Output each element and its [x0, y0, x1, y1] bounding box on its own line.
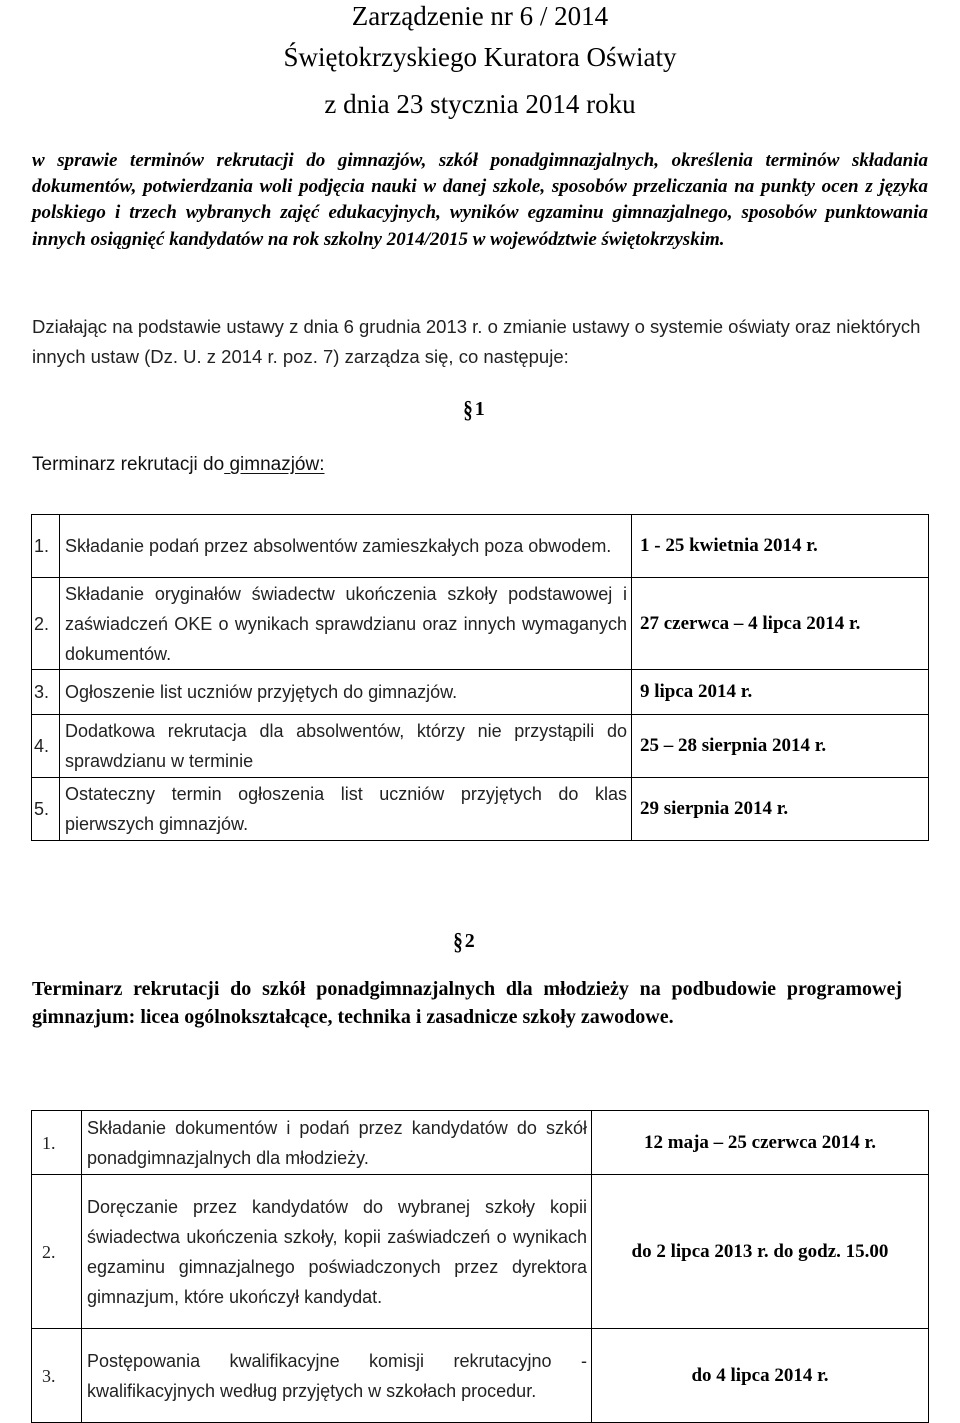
date-line: z dnia 23 stycznia 2014 roku [324, 89, 636, 119]
row-description: Ostateczny termin ogłoszenia list uczniów przyjętych do klas pierwszych gimnazjów. [60, 778, 632, 841]
table-row [32, 515, 929, 578]
row-date: do 2 lipca 2013 r. do godz. 15.00 [592, 1175, 929, 1329]
row-description: Postępowania kwalifikacyjne komisji rekrutacyjno - kwalifikacyjnych według przyjętych w szkołach procedur. [82, 1329, 592, 1423]
row-description: Dodatkowa rekrutacja dla absolwentów, którzy nie przystąpili do sprawdzianu w terminie [60, 715, 632, 778]
ponadgimnazjalne-schedule-table [31, 1110, 929, 1423]
row-date: 29 sierpnia 2014 r. [632, 778, 929, 841]
section-sign-icon: § [453, 929, 463, 956]
row-date: 9 lipca 2014 r. [632, 670, 929, 715]
row-number: 1. [32, 1111, 82, 1175]
gimnazjum-schedule-table [31, 514, 929, 841]
row-number: 1. [32, 515, 60, 578]
row-date: 27 czerwca – 4 lipca 2014 r. [632, 578, 929, 670]
table-row [32, 715, 929, 778]
legal-basis-paragraph: Działając na podstawie ustawy z dnia 6 grudnia 2013 r. o zmianie ustawy o systemie oświaty oraz niektórych innych ustaw (Dz. U. z 2014 r. poz. 7) zarządza się, co następuje: [32, 316, 921, 367]
row-date: 25 – 28 sierpnia 2014 r. [632, 715, 929, 778]
row-number: 4. [32, 715, 60, 778]
section-1-heading-underlined: gimnazjów: [224, 454, 325, 475]
section-1-heading-text: Terminarz rekrutacji do [32, 454, 225, 475]
row-description: Składanie dokumentów i podań przez kandydatów do szkół ponadgimnazjalnych dla młodzieży. [82, 1111, 592, 1175]
row-date: 12 maja – 25 czerwca 2014 r. [592, 1111, 929, 1175]
table-row [32, 1175, 929, 1329]
section-2-number: 2 [464, 930, 475, 952]
row-number: 3. [32, 1329, 82, 1423]
row-description: Doręczanie przez kandydatów do wybranej szkoły kopii świadectwa ukończenia szkoły, kopii zaświadczeń o wynikach egzaminu gimnazjalnego poświadczonych przez dyrektora gimnazjum, które ukończył kandydat. [82, 1175, 592, 1329]
row-number: 3. [32, 670, 60, 715]
section-2-heading: Terminarz rekrutacji do szkół ponadgimnazjalnych dla młodzieży na podbudowie programowej gimnazjum: licea ogólnokształcące, technika i zasadnicze szkoły zawodowe. [32, 978, 902, 1028]
section-1-marker [444, 397, 504, 424]
row-description: Składanie podań przez absolwentów zamieszkałych poza obwodem. [60, 515, 632, 578]
row-number: 5. [32, 778, 60, 841]
table-row [32, 670, 929, 715]
row-number: 2. [32, 578, 60, 670]
row-description: Ogłoszenie list uczniów przyjętych do gimnazjów. [60, 670, 632, 715]
table-row [32, 578, 929, 670]
section-sign-icon: § [463, 397, 473, 424]
row-date: do 4 lipca 2014 r. [592, 1329, 929, 1423]
subject-paragraph: w sprawie terminów rekrutacji do gimnazjów, szkół ponadgimnazjalnych, określenia terminów składania dokumentów, potwierdzania woli podjęcia nauki w danej szkole, sposobów przeliczania na punkty ocen z języka polskiego i trzech wybranych zajęć edukacyjnych, wyników egzaminu gimnazjalnego, sposobów punktowania innych osiągnięć kandydatów na rok szkolny 2014/2015 w województwie świętokrzyskim. [32, 150, 928, 250]
issuer-line: Świętokrzyskiego Kuratora Oświaty [283, 42, 677, 72]
section-1-number: 1 [474, 398, 485, 420]
section-1-heading [32, 452, 325, 478]
section-2-marker [434, 929, 494, 956]
row-description: Składanie oryginałów świadectw ukończenia szkoły podstawowej i zaświadczeń OKE o wynikach sprawdzianu oraz innych wymaganych dokumentów. [60, 578, 632, 670]
row-number: 2. [32, 1175, 82, 1329]
table-row [32, 1111, 929, 1175]
document-title: Zarządzenie nr 6 / 2014 [351, 1, 609, 31]
table-row [32, 778, 929, 841]
table-row [32, 1329, 929, 1423]
row-date: 1 - 25 kwietnia 2014 r. [632, 515, 929, 578]
